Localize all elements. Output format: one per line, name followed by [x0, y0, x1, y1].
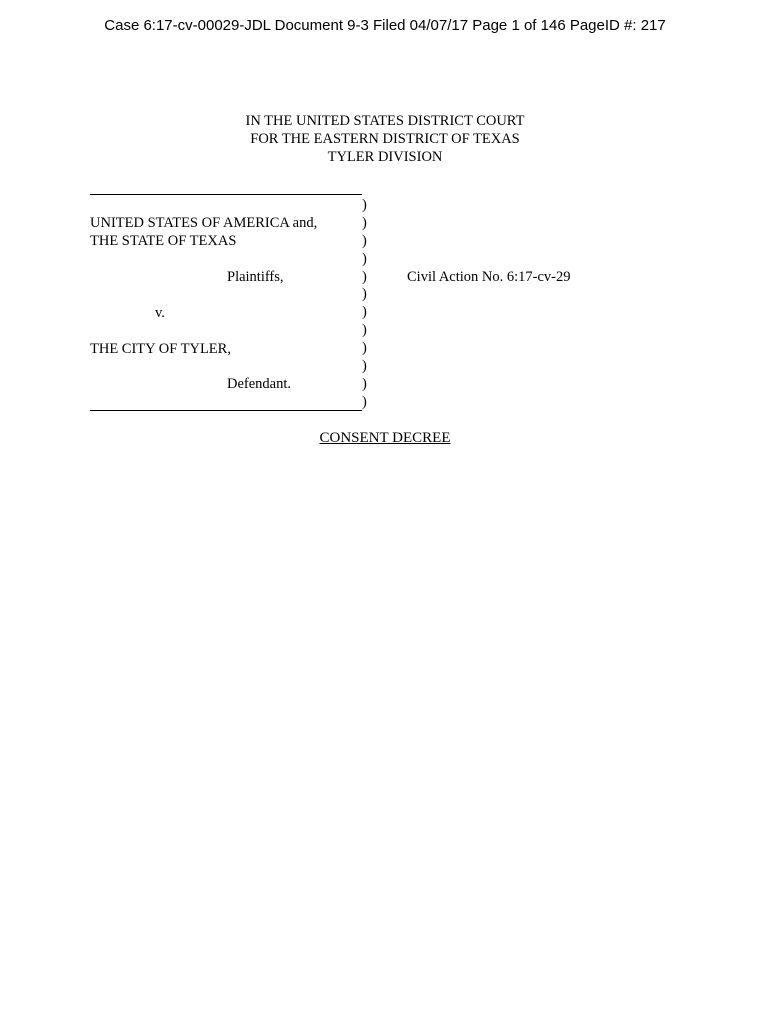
plaintiff-name-line-2: THE STATE OF TEXAS — [90, 233, 237, 249]
document-title-text: CONSENT DECREE — [319, 430, 451, 446]
caption-paren: ) — [362, 322, 367, 339]
plaintiff-name-line-1: UNITED STATES OF AMERICA and, — [90, 215, 318, 231]
court-heading-line-1: IN THE UNITED STATES DISTRICT COURT — [245, 113, 525, 129]
civil-action-number: Civil Action No. 6:17-cv-29 — [407, 269, 571, 285]
document-title — [0, 430, 770, 447]
court-heading-line-2: FOR THE EASTERN DISTRICT OF TEXAS — [250, 131, 520, 147]
plaintiff-role: Plaintiffs, — [227, 269, 284, 285]
defendant-role: Defendant. — [227, 376, 292, 392]
caption-paren: ) — [362, 304, 367, 321]
caption-paren: ) — [362, 393, 367, 410]
caption-paren: ) — [362, 214, 367, 231]
caption-top-rule — [90, 194, 362, 195]
caption-paren: ) — [362, 197, 367, 213]
court-heading-line-3: TYLER DIVISION — [327, 149, 443, 165]
caption-paren: ) — [362, 250, 367, 267]
defendant-name: THE CITY OF TYLER, — [90, 341, 231, 357]
caption-paren: ) — [362, 375, 367, 392]
case-header-stamp: Case 6:17-cv-00029-JDL Document 9-3 Filed 04/07/17 Page 1 of 146 PageID #: 217 — [104, 17, 666, 34]
caption-paren: ) — [362, 232, 367, 249]
caption-paren: ) — [362, 358, 367, 375]
versus-label: v. — [155, 305, 165, 321]
caption-paren: ) — [362, 340, 367, 357]
caption-parenthesis-column — [362, 197, 367, 412]
caption-paren: ) — [362, 268, 367, 285]
caption-paren: ) — [362, 286, 367, 303]
court-heading — [0, 112, 770, 166]
caption-bottom-rule — [90, 410, 362, 411]
